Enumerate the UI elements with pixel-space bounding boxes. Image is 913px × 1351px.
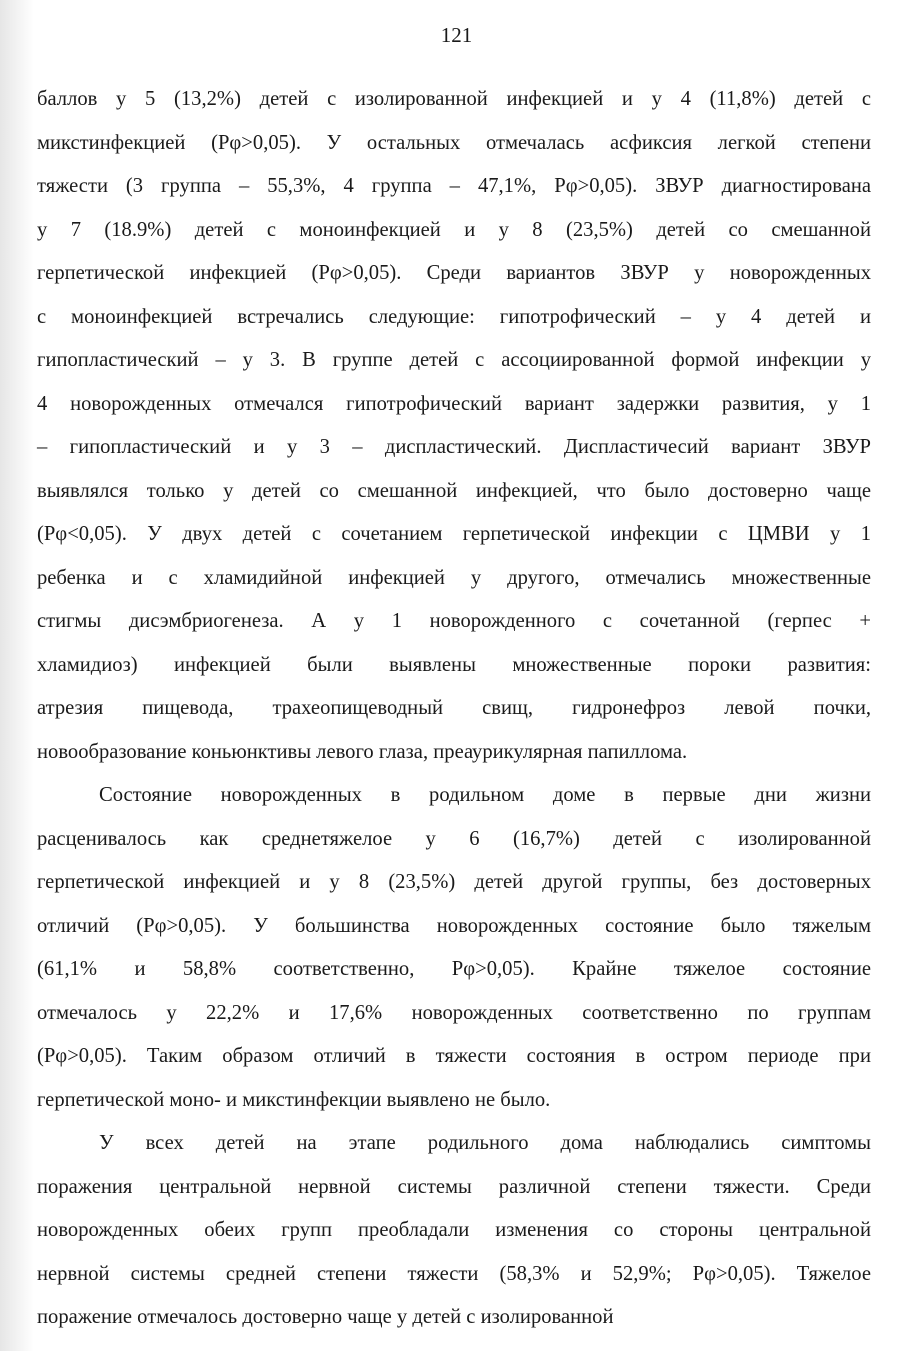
text-line: отличий (Рφ>0,05). У большинства новорожденных состояние было тяжелым — [37, 914, 871, 937]
text-line: гипопластический – у 3. В группе детей с ассоциированной формой инфекции у — [37, 349, 871, 371]
text-line: хламидиоз) инфекцией были выявлены множественные пороки развития: — [37, 653, 871, 676]
text-line: баллов у 5 (13,2%) детей с изолированной инфекцией и у 4 (11,8%) детей с — [37, 88, 871, 110]
text-line: расценивалось как среднетяжелое у 6 (16,7%) детей с изолированной — [37, 827, 871, 850]
text-line: новорожденных обеих групп преобладали изменения со стороны центральной — [37, 1219, 871, 1241]
paragraph-2 — [37, 774, 871, 1122]
paragraph-1 — [37, 78, 871, 774]
text-line: (61,1% и 58,8% соответственно, Рφ>0,05). Крайне тяжелое состояние — [37, 958, 871, 980]
text-line: – гипопластический и у 3 – диспластический. Диспластичесий вариант ЗВУР — [37, 436, 871, 458]
text-line: 4 новорожденных отмечался гипотрофический вариант задержки развития, у 1 — [37, 392, 871, 415]
text-line: ребенка и с хламидийной инфекцией у другого, отмечались множественные — [37, 566, 871, 589]
paragraph-3 — [37, 1122, 871, 1340]
text-line: атрезия пищевода, трахеопищеводный свищ, гидронефроз левой почки, — [37, 697, 871, 719]
text-line: нервной системы средней степени тяжести (58,3% и 52,9%; Рφ>0,05). Тяжелое — [37, 1262, 871, 1285]
page-number: 121 — [440, 23, 473, 47]
text-line: микстинфекцией (Рφ>0,05). У остальных отмечалась асфиксия легкой степени — [37, 131, 871, 154]
text-line: стигмы дисэмбриогенеза. А у 1 новорожденного с сочетанной (герпес + — [37, 610, 871, 632]
text-line: герпетической инфекцией и у 8 (23,5%) детей другой группы, без достоверных — [37, 871, 871, 893]
text-line: у 7 (18.9%) детей с моноинфекцией и у 8 (23,5%) детей со смешанной — [37, 218, 871, 241]
text-line: отмечалось у 22,2% и 17,6% новорожденных соответственно по группам — [37, 1001, 871, 1024]
text-line: герпетической инфекцией (Рφ>0,05). Среди вариантов ЗВУР у новорожденных — [37, 262, 871, 284]
text-line: поражения центральной нервной системы различной степени тяжести. Среди — [37, 1175, 871, 1198]
text-line: с моноинфекцией встречались следующие: гипотрофический – у 4 детей и — [37, 305, 871, 328]
text-line: Состояние новорожденных в родильном доме в первые дни жизни — [99, 784, 871, 806]
text-line: новообразование коньюнктивы левого глаза, преаурикулярная папиллома. — [37, 740, 688, 763]
text-line: тяжести (3 группа – 55,3%, 4 группа – 47,1%, Рφ>0,05). ЗВУР диагностирована — [37, 175, 871, 197]
text-line: (Рφ>0,05). Таким образом отличий в тяжести состояния в остром периоде при — [37, 1045, 871, 1067]
text-line: (Рφ<0,05). У двух детей с сочетанием герпетической инфекции с ЦМВИ у 1 — [37, 523, 871, 545]
scan-edge-shadow — [0, 0, 34, 1351]
text-line: выявлялся только у детей со смешанной инфекцией, что было достоверно чаще — [37, 479, 871, 502]
text-line: поражение отмечалось достоверно чаще у детей с изолированной — [37, 1306, 614, 1328]
text-line: герпетической моно- и микстинфекции выявлено не было. — [37, 1088, 551, 1111]
text-line: У всех детей на этапе родильного дома наблюдались симптомы — [99, 1132, 871, 1154]
